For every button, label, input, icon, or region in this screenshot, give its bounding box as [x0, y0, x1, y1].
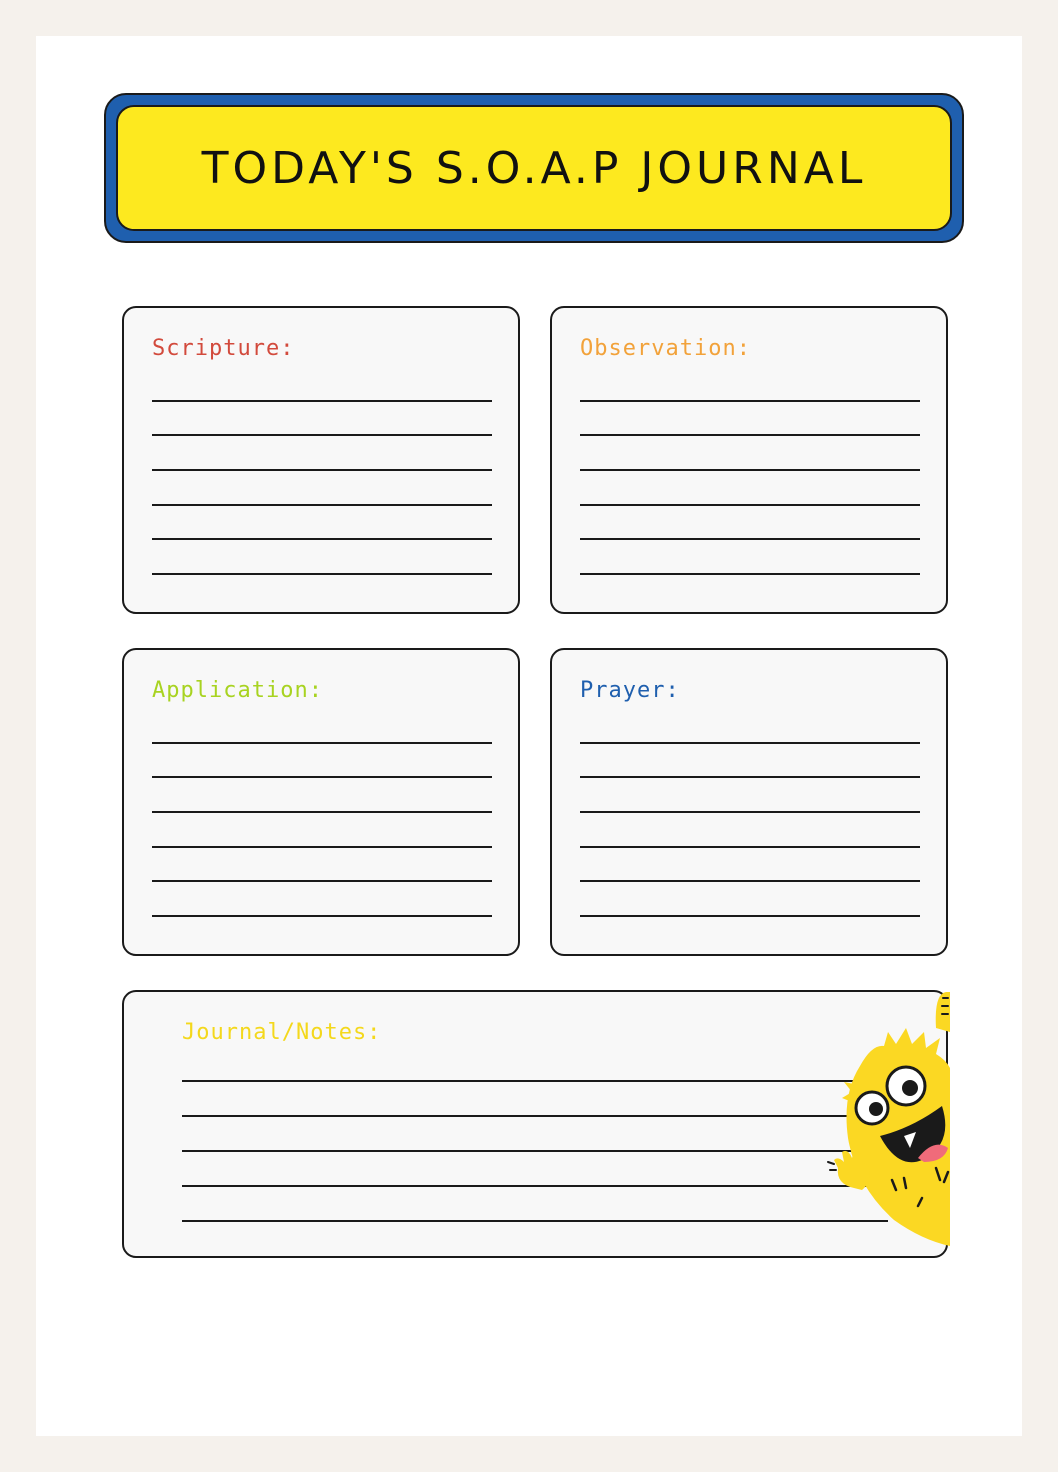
notes-label: Journal/Notes:	[182, 1020, 382, 1045]
writing-line	[152, 538, 492, 540]
writing-line	[152, 400, 492, 402]
prayer-box	[550, 648, 948, 956]
monster-fur-tuft	[842, 1082, 854, 1102]
writing-line	[580, 846, 920, 848]
notes-writing-lines[interactable]	[182, 1080, 888, 1230]
writing-line	[580, 742, 920, 744]
writing-line	[580, 915, 920, 917]
writing-line	[152, 915, 492, 917]
observation-box	[550, 306, 948, 614]
application-box	[122, 648, 520, 956]
writing-line	[580, 434, 920, 436]
journal-page	[36, 36, 1022, 1436]
observation-label: Observation:	[580, 336, 751, 361]
title-banner	[104, 93, 964, 243]
writing-line	[580, 880, 920, 882]
writing-line	[182, 1115, 888, 1117]
writing-line	[182, 1185, 888, 1187]
scripture-label: Scripture:	[152, 336, 295, 361]
writing-line	[580, 811, 920, 813]
application-writing-lines[interactable]	[152, 742, 492, 922]
writing-line	[152, 434, 492, 436]
monster-top-hand	[936, 992, 950, 1032]
writing-line	[152, 469, 492, 471]
page-title: TODAY'S S.O.A.P JOURNAL	[201, 142, 867, 194]
yellow-monster-icon	[794, 988, 950, 1248]
scripture-box	[122, 306, 520, 614]
title-banner-inner	[116, 105, 952, 231]
writing-line	[580, 776, 920, 778]
observation-writing-lines[interactable]	[580, 400, 920, 580]
writing-line	[152, 742, 492, 744]
writing-line	[580, 538, 920, 540]
writing-line	[152, 846, 492, 848]
writing-line	[152, 573, 492, 575]
application-label: Application:	[152, 678, 323, 703]
writing-line	[580, 400, 920, 402]
writing-line	[152, 811, 492, 813]
writing-line	[580, 504, 920, 506]
writing-line	[580, 573, 920, 575]
writing-line	[152, 776, 492, 778]
writing-line	[182, 1080, 888, 1082]
prayer-writing-lines[interactable]	[580, 742, 920, 922]
scripture-writing-lines[interactable]	[152, 400, 492, 580]
writing-line	[152, 880, 492, 882]
prayer-label: Prayer:	[580, 678, 680, 703]
writing-line	[182, 1150, 888, 1152]
writing-line	[152, 504, 492, 506]
writing-line	[182, 1220, 888, 1222]
writing-line	[580, 469, 920, 471]
